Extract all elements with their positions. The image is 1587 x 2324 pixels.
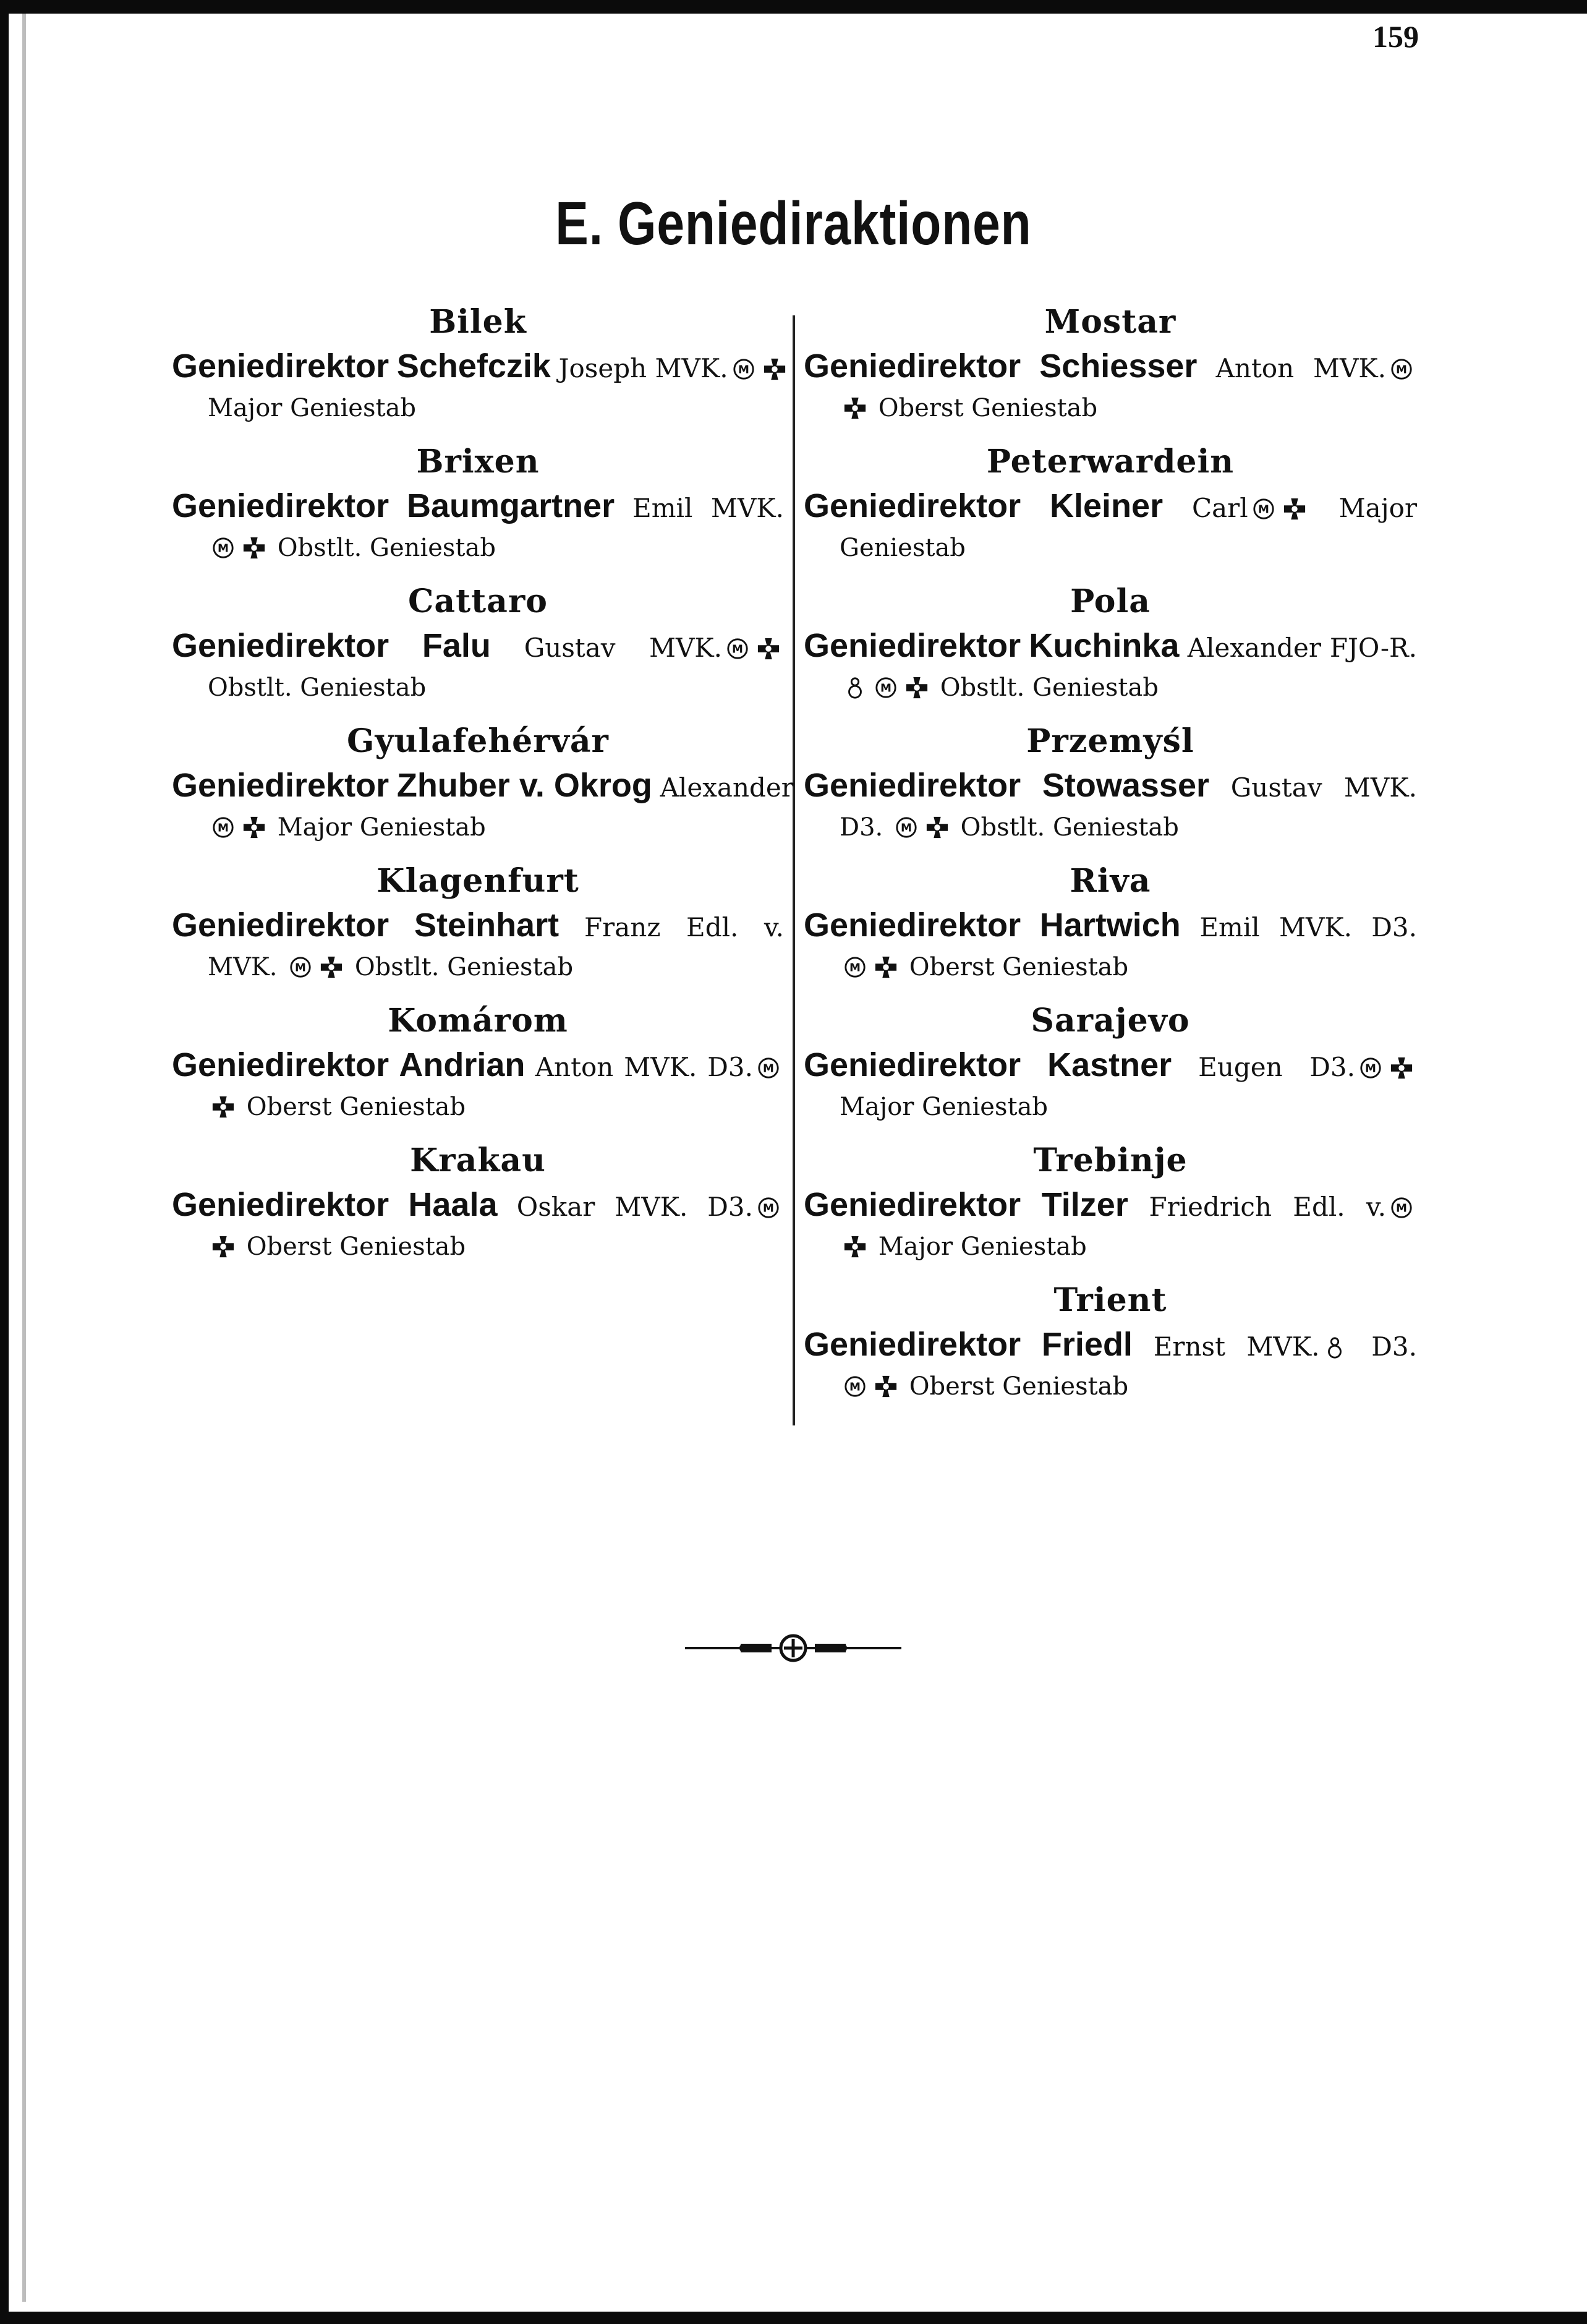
order-m-icon [757, 1056, 780, 1080]
director-details: Friedrich Edl. v. [1149, 1192, 1387, 1222]
page-border-top [0, 0, 1587, 14]
column-divider [793, 315, 795, 1425]
role-label: Geniedirektor [172, 907, 389, 944]
rank-text: Oberst Geniestab [878, 394, 1098, 422]
rank-line [804, 949, 1417, 986]
director-details: Alexander FJO-R. [1187, 633, 1418, 663]
svg-text:M: M [295, 961, 307, 975]
svg-text:M: M [849, 1380, 861, 1394]
rank-line [804, 1368, 1417, 1405]
director-line [172, 905, 784, 949]
director-line [804, 1324, 1417, 1368]
director-surname: Friedl [1041, 1326, 1133, 1363]
rank-prefix: D3. [840, 813, 883, 842]
director-surname: Falu [422, 627, 491, 664]
city-heading: Klagenfurt [377, 862, 579, 900]
directorate-entry [172, 862, 784, 986]
cross-pattee-icon [843, 396, 867, 420]
director-surname: Haala [408, 1186, 498, 1223]
city-heading: Riva [1070, 862, 1151, 900]
directorate-entry [172, 1142, 784, 1265]
director-surname: Kuchinka [1029, 627, 1180, 664]
rank-line [172, 1088, 784, 1126]
city-heading: Sarajevo [1031, 1002, 1190, 1040]
directorate-entry [804, 583, 1417, 706]
medal-icon [1323, 1336, 1347, 1359]
director-details: Anton MVK. [1215, 353, 1387, 383]
svg-text:M: M [880, 681, 891, 695]
role-label: Geniedirektor [804, 627, 1021, 664]
rank-text: Major Geniestab [208, 394, 417, 422]
svg-text:M: M [218, 821, 229, 835]
director-line [172, 1045, 784, 1088]
director-line [172, 765, 794, 809]
cross-pattee-icon [242, 816, 266, 839]
director-details: Anton MVK. D3. [535, 1052, 753, 1082]
city-heading: Mostar [1044, 303, 1176, 341]
director-line [804, 346, 1417, 390]
order-m-icon [1390, 357, 1413, 381]
director-details: Oskar MVK. D3. [516, 1192, 753, 1222]
rank-line [804, 1088, 1417, 1126]
director-suffix: D3. [1371, 1331, 1417, 1362]
rank-line [172, 949, 784, 986]
rank-line [172, 809, 784, 846]
director-surname: Tilzer [1041, 1186, 1128, 1223]
role-label: Geniedirektor [172, 767, 389, 804]
role-label: Geniedirektor [804, 1186, 1021, 1223]
cross-pattee-icon [874, 955, 898, 979]
director-line [172, 485, 784, 529]
director-line [804, 625, 1417, 669]
order-m-icon [726, 637, 749, 660]
medal-icon [843, 676, 867, 699]
cross-pattee-icon [1390, 1056, 1413, 1080]
director-details: Franz Edl. v. [584, 912, 785, 942]
page-title: E. Geniediraktionen [555, 189, 1032, 257]
order-m-icon [289, 955, 312, 979]
directorate-entry [804, 1142, 1417, 1265]
rank-line [804, 529, 1417, 566]
city-heading: Brixen [416, 443, 540, 481]
order-m-icon [874, 676, 898, 699]
directorate-entry [804, 303, 1417, 427]
director-details: Ernst MVK. [1153, 1331, 1320, 1362]
cross-pattee-icon [925, 816, 949, 839]
rank-text: Oberst Geniestab [246, 1232, 466, 1261]
director-details: Gustav MVK. [1230, 772, 1417, 803]
svg-text:M: M [1257, 503, 1269, 516]
rank-text: Oberst Geniestab [909, 1372, 1129, 1401]
divider-ornament-icon [685, 1626, 901, 1670]
order-m-icon [1252, 497, 1275, 521]
directorate-entry [172, 303, 784, 427]
director-suffix: Major [1338, 493, 1418, 523]
order-m-icon [732, 357, 755, 381]
order-m-icon [843, 955, 867, 979]
director-line [804, 1184, 1417, 1228]
director-surname: Hartwich [1039, 907, 1181, 944]
rank-text: Oberst Geniestab [246, 1093, 466, 1121]
role-label: Geniedirektor [804, 1326, 1021, 1363]
director-line [804, 765, 1417, 809]
role-label: Geniedirektor [804, 348, 1021, 385]
directorate-entry [172, 722, 794, 846]
director-surname: Kleiner [1050, 487, 1164, 524]
cross-pattee-icon [211, 1095, 235, 1119]
directorate-entry [804, 443, 1417, 566]
svg-text:M: M [763, 1062, 774, 1075]
role-label: Geniedirektor [172, 348, 389, 385]
directorate-entry [804, 1281, 1417, 1405]
director-line [172, 346, 784, 390]
cross-pattee-icon [320, 955, 343, 979]
director-surname: Andrian [399, 1046, 525, 1083]
order-m-icon [211, 816, 235, 839]
director-details: Joseph MVK. [558, 353, 728, 383]
order-m-icon [211, 536, 235, 560]
order-m-icon [757, 1196, 780, 1220]
cross-pattee-icon [242, 536, 266, 560]
rank-text: Oberst Geniestab [909, 953, 1129, 981]
director-line [804, 485, 1417, 529]
rank-line [172, 669, 784, 706]
order-m-icon [843, 1375, 867, 1398]
director-surname: Kastner [1047, 1046, 1172, 1083]
director-surname: Steinhart [414, 907, 559, 944]
cross-pattee-icon [211, 1235, 235, 1258]
role-label: Geniedirektor [172, 1046, 389, 1083]
role-label: Geniedirektor [804, 767, 1021, 804]
directorate-entry [172, 583, 784, 706]
svg-text:M: M [1365, 1062, 1376, 1075]
directorate-entry [804, 722, 1417, 846]
svg-text:M: M [900, 821, 912, 835]
cross-pattee-icon [843, 1235, 867, 1258]
director-line [804, 905, 1417, 949]
director-surname: Schiesser [1039, 348, 1198, 385]
left-column [172, 303, 794, 1265]
director-details: Eugen D3. [1198, 1052, 1356, 1082]
role-label: Geniedirektor [804, 487, 1021, 524]
director-details: Emil MVK. D3. [1199, 912, 1417, 942]
rank-text: Obstlt. Geniestab [208, 673, 427, 702]
rank-prefix: MVK. [208, 953, 278, 981]
city-heading: Komárom [388, 1002, 568, 1040]
director-surname: Stowasser [1042, 767, 1209, 804]
rank-line [804, 809, 1417, 846]
svg-text:M: M [763, 1202, 774, 1215]
rank-line [804, 1228, 1417, 1265]
city-heading: Bilek [429, 303, 527, 341]
rank-line [172, 1228, 784, 1265]
director-line [804, 1045, 1417, 1088]
svg-text:M: M [218, 542, 229, 555]
order-m-icon [1359, 1056, 1382, 1080]
page-number: 159 [1372, 19, 1419, 54]
role-label: Geniedirektor [172, 1186, 389, 1223]
role-label: Geniedirektor [804, 907, 1021, 944]
svg-text:M: M [1396, 363, 1407, 377]
rank-text: Obstlt. Geniestab [940, 673, 1159, 702]
rank-text: Major Geniestab [840, 1093, 1049, 1121]
director-line [172, 625, 784, 669]
rank-line [172, 529, 784, 566]
role-label: Geniedirektor [172, 487, 389, 524]
svg-text:M: M [738, 363, 749, 377]
order-m-icon [1390, 1196, 1413, 1220]
rank-text: Obstlt. Geniestab [277, 534, 496, 562]
svg-text:M: M [849, 961, 861, 975]
directorate-entry [804, 862, 1417, 986]
director-details: Emil MVK. [632, 493, 784, 523]
order-m-icon [895, 816, 918, 839]
cross-pattee-icon [757, 637, 780, 660]
rank-text: Major Geniestab [878, 1232, 1087, 1261]
cross-pattee-icon [763, 357, 786, 381]
directorate-entry [804, 1002, 1417, 1126]
city-heading: Peterwardein [986, 443, 1235, 481]
city-heading: Pola [1070, 583, 1151, 620]
city-heading: Przemyśl [1026, 722, 1194, 760]
director-surname: Baumgartner [407, 487, 615, 524]
rank-text: Obstlt. Geniestab [960, 813, 1179, 842]
director-details: Alexander [660, 772, 794, 803]
svg-text:M: M [1396, 1202, 1407, 1215]
cross-pattee-icon [905, 676, 929, 699]
city-heading: Trient [1053, 1281, 1167, 1319]
right-column [804, 303, 1417, 1405]
director-details: Carl [1192, 493, 1248, 523]
rank-text: Major Geniestab [277, 813, 486, 842]
cross-pattee-icon [874, 1375, 898, 1398]
page-binding-shadow [22, 14, 26, 2302]
city-heading: Cattaro [408, 583, 548, 620]
role-label: Geniedirektor [804, 1046, 1021, 1083]
director-details: Gustav MVK. [524, 633, 723, 663]
svg-text:M: M [732, 643, 743, 656]
cross-pattee-icon [1283, 497, 1306, 521]
page-border-bottom [0, 2312, 1587, 2324]
director-surname: Zhuber v. Okrog [396, 767, 652, 804]
city-heading: Krakau [410, 1142, 546, 1179]
director-surname: Schefczik [396, 348, 551, 385]
page-border-left [0, 0, 9, 2324]
rank-line [172, 390, 784, 427]
rank-line [804, 669, 1417, 706]
rank-line [804, 390, 1417, 427]
director-line [172, 1184, 784, 1228]
city-heading: Gyulafehérvár [347, 722, 609, 760]
directorate-entry [172, 1002, 784, 1126]
directorate-entry [172, 443, 784, 566]
city-heading: Trebinje [1033, 1142, 1188, 1179]
role-label: Geniedirektor [172, 627, 389, 664]
rank-text: Geniestab [840, 534, 966, 562]
rank-text: Obstlt. Geniestab [354, 953, 574, 981]
